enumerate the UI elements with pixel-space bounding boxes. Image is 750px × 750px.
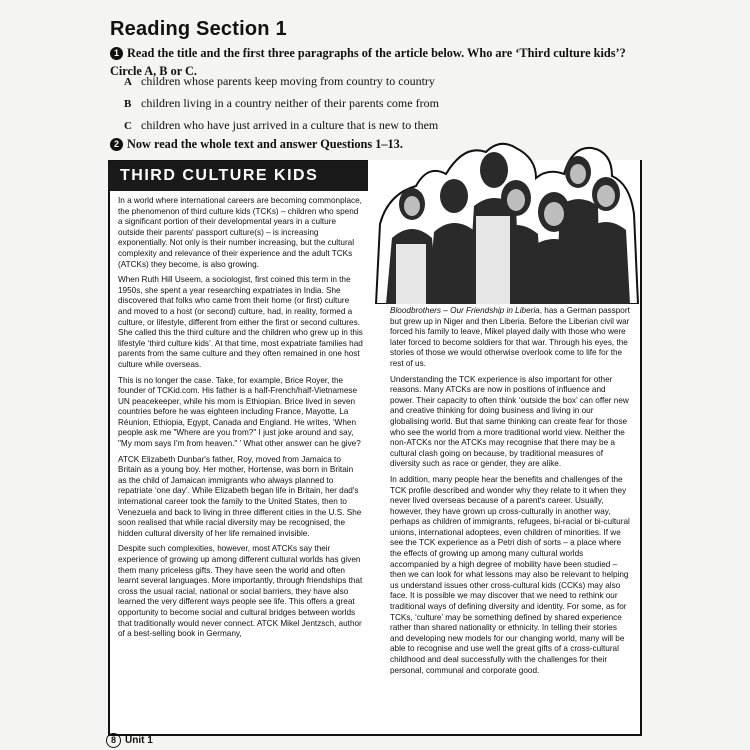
article-paragraph: When Ruth Hill Useem, a sociologist, first coined this term in the 1950s, she spent a year researching expatriates in India. She discovered that folks who came from their home (or first) culture and moved to a host (or second) culture, had, in reality, formed a culture, or lifestyle, different from either the first or second cultures. She called this the third culture and the children who grew up in this lifestyle ‘third culture kids’. At that time, most expatriate families had parents from the same culture and they often remained in one host culture while overseas. [118,275,363,369]
option-b-text: children living in a country neither of their parents come from [141,96,439,110]
group-photo-image [368,134,640,304]
question-2-number: 2 [110,138,123,151]
article-paragraph-continued [390,306,630,370]
article-right-column [390,306,630,681]
question-2-text: Now read the whole text and answer Questions 1–13. [127,137,403,151]
paragraph-continuation: , has a German passport but grew up in Niger and then Liberia. Before the Liberian civil war forced his family to leave, Mikel played daily with those who were later forced to become soldiers for that war. Through his eyes, the stories of those we would otherwise overlook come to life for the rest of us. [390,306,630,368]
option-b-letter: B [124,98,132,110]
unit-label: Unit 1 [125,735,153,746]
article-paragraph: ATCK Elizabeth Dunbar's father, Roy, moved from Jamaica to Britain as a young boy. Her mother, Hortense, was born in Britain as the child of Jamaican immigrants who always planned to repatriate ‘one day’. While Elizabeth began life in Britain, her dad's international career took the family to the United States, then to Venezuela and back to living in three different cities in the U.S. She soon realised that while racial diversity may be recognised, the hidden cultural diversity of her life remained invisible. [118,454,362,538]
group-photo [368,134,640,304]
question-1-number: 1 [110,47,123,60]
section-heading: Reading Section 1 [110,18,287,40]
option-a[interactable] [124,74,435,89]
option-b[interactable] [124,96,439,111]
option-c-text: children who have just arrived in a culture that is new to them [141,118,439,132]
article-left-column [118,196,364,645]
option-c[interactable] [124,118,438,133]
option-c-letter: C [124,120,132,132]
question-1-text: Read the title and the first three paragraphs of the article below. Who are ‘Third culture kids’? Circle A, B or C. [110,46,626,78]
article-paragraph: Despite such complexities, however, most ATCKs say their experience of growing up among different cultural worlds has given them many priceless gifts. They have seen the world and often learnt several languages. More importantly, through friendships that cross the usual racial, national or social barriers, they have also learned the very different ways people see life. This offers a great opportunity to become social and cultural bridges between worlds that traditionally would never connect. ATCK Mikel Jentzsch, author of a best-selling book in Germany, [118,544,363,639]
article-paragraph: In addition, many people hear the benefits and challenges of the TCK profile described and wonder why they relate to it when they never lived overseas because of a parent's career. Usually, however, they have grown up cross-culturally in another way, perhaps as children of immigrants, refugees, bi-racial or bi-cultural unions, international adoptees, even children of minorities. If we see the TCK experience as a Petri dish of sorts – a place where the effects of growing up among many cultural worlds accompanied by a high degree of mobility have been studied – then we can look for what lessons may also be relevant to helping us understand issues other cross-cultural kids (CCKs) may also face. It is possible we may discover that we need to rethink our traditional ways of defining diversity and identity. For some, as for TCKs, ‘culture’ may be something defined by shared experience rather than shared nationality or ethnicity. In telling their stories and developing new models for our changing world, many will be able to recognise and use well the great gifts of a cross-cultural childhood and deal successfully with the challenges for their personal, communal and corporate good. [390,474,630,675]
article-paragraph: This is no longer the case. Take, for example, Brice Royer, the founder of TCKid.com. His father is a half-French/half-Vietnamese UN peacekeeper, while his mom is Ethiopian. Brice lived in seven countries before he was eighteen including France, Mayotte, La Réunion, Ethiopia, Egypt, Canada and England. He writes, ‘When people ask me "Where are you from?" I just joke around and say, "My mom says I'm from heaven." ’ What other answer can he give? [118,375,361,449]
book-title: Bloodbrothers – Our Friendship in Liberia [390,306,540,315]
option-a-text: children whose parents keep moving from country to country [141,74,435,88]
page-footer [106,733,153,748]
page-number: 8 [106,733,121,748]
article-paragraph: Understanding the TCK experience is also important for other reasons. Many ATCKs are now in positions of influence and power. Their capacity to often think ‘outside the box’ can offer new and creative thinking for doing business and living in our globalising world. But that same thinking can create fear for those who see the world from a more traditional world view. Neither the non-ATCKs nor the ATCKs may recognise that there may be a cultural clash going on because, by traditional measures of diversity such as race or gender, they are alike. [390,374,629,469]
article-title: THIRD CULTURE KIDS [120,167,319,184]
article-paragraph: In a world where international careers are becoming commonplace, the phenomenon of third culture kids (TCKs) – children who spend a significant portion of their developmental years in a culture outside their parents' passport culture(s) – is increasing exponentially. Not only is their number increasing, but the cultural complexity and relevance of their experience and the adult TCKs (ATCKs) they become, is also growing. [118,196,362,269]
option-a-letter: A [124,76,132,88]
